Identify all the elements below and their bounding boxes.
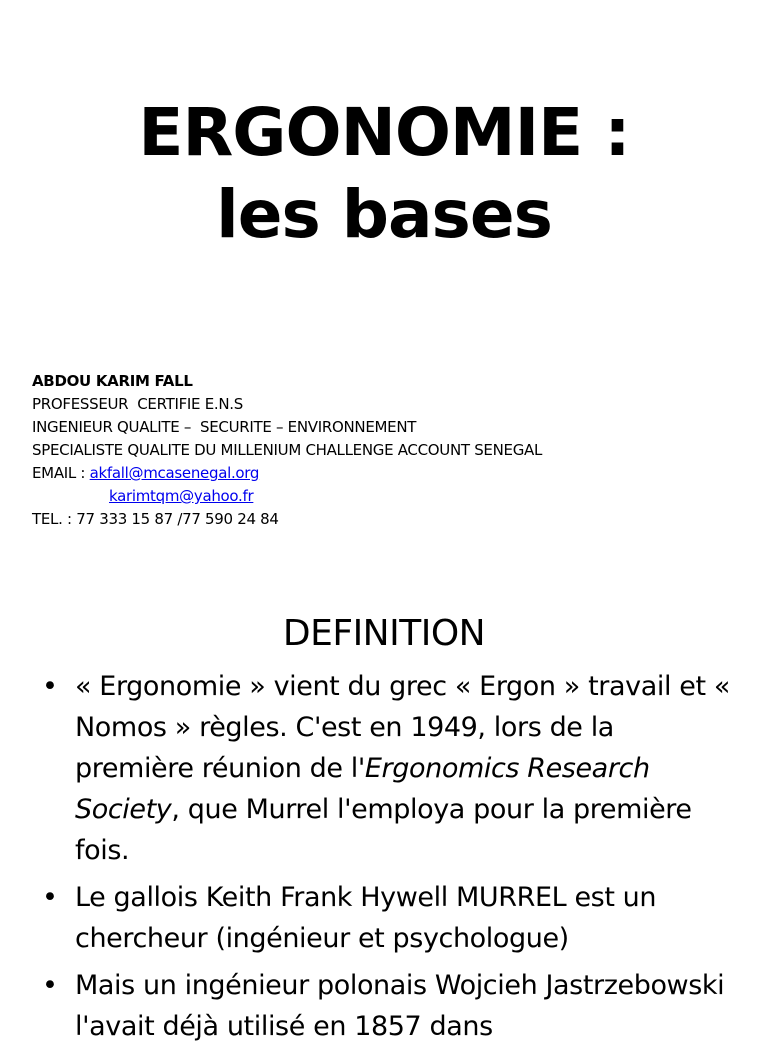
title-line-1: ERGONOMIE :: [138, 94, 630, 171]
bullet-text-italic: Ergonomics Research Society: [75, 753, 650, 825]
bullet-text: Le gallois Keith Frank Hywell MURREL est un chercheur (ingénieur et psychologue): [75, 882, 657, 954]
bullet-icon: •: [42, 882, 58, 913]
author-block: [32, 370, 542, 531]
author-name: ABDOU KARIM FALL: [32, 372, 193, 390]
section-heading: DEFINITION: [282, 613, 486, 654]
email-link-primary[interactable]: akfall@mcasenegal.org: [89, 464, 260, 482]
phone-line: TEL. : 77 333 15 87 /77 590 24 84: [32, 510, 279, 528]
bullet-item: [40, 965, 740, 1047]
document-title: [0, 92, 768, 256]
bullet-icon: •: [42, 671, 58, 702]
email-label: EMAIL :: [32, 464, 90, 482]
definition-bullets: [40, 666, 740, 1053]
author-title-line: PROFESSEUR CERTIFIE E.N.S: [32, 395, 243, 413]
email-link-secondary[interactable]: karimtqm@yahoo.fr: [109, 487, 254, 505]
email-line-secondary: [32, 485, 542, 508]
bullet-text-part: , que Murrel l'employa pour la première fois.: [75, 794, 692, 866]
email-line: [32, 462, 542, 485]
bullet-item: [40, 877, 740, 959]
bullet-text-part: « Ergonomie » vient du grec « Ergon » travail et « Nomos » règles. C'est en 1949, lors de la première réunion de l': [75, 671, 730, 784]
bullet-icon: •: [42, 970, 58, 1001]
bullet-item: [40, 666, 740, 871]
title-line-2: les bases: [216, 176, 552, 253]
author-specialist-line: SPECIALISTE QUALITE DU MILLENIUM CHALLENGE ACCOUNT SENEGAL: [32, 441, 543, 459]
author-engineer-line: INGENIEUR QUALITE – SECURITE – ENVIRONNEMENT: [32, 418, 417, 436]
bullet-text: Mais un ingénieur polonais Wojcieh Jastrzebowski l'avait déjà utilisé en 1857 dans: [75, 970, 725, 1042]
